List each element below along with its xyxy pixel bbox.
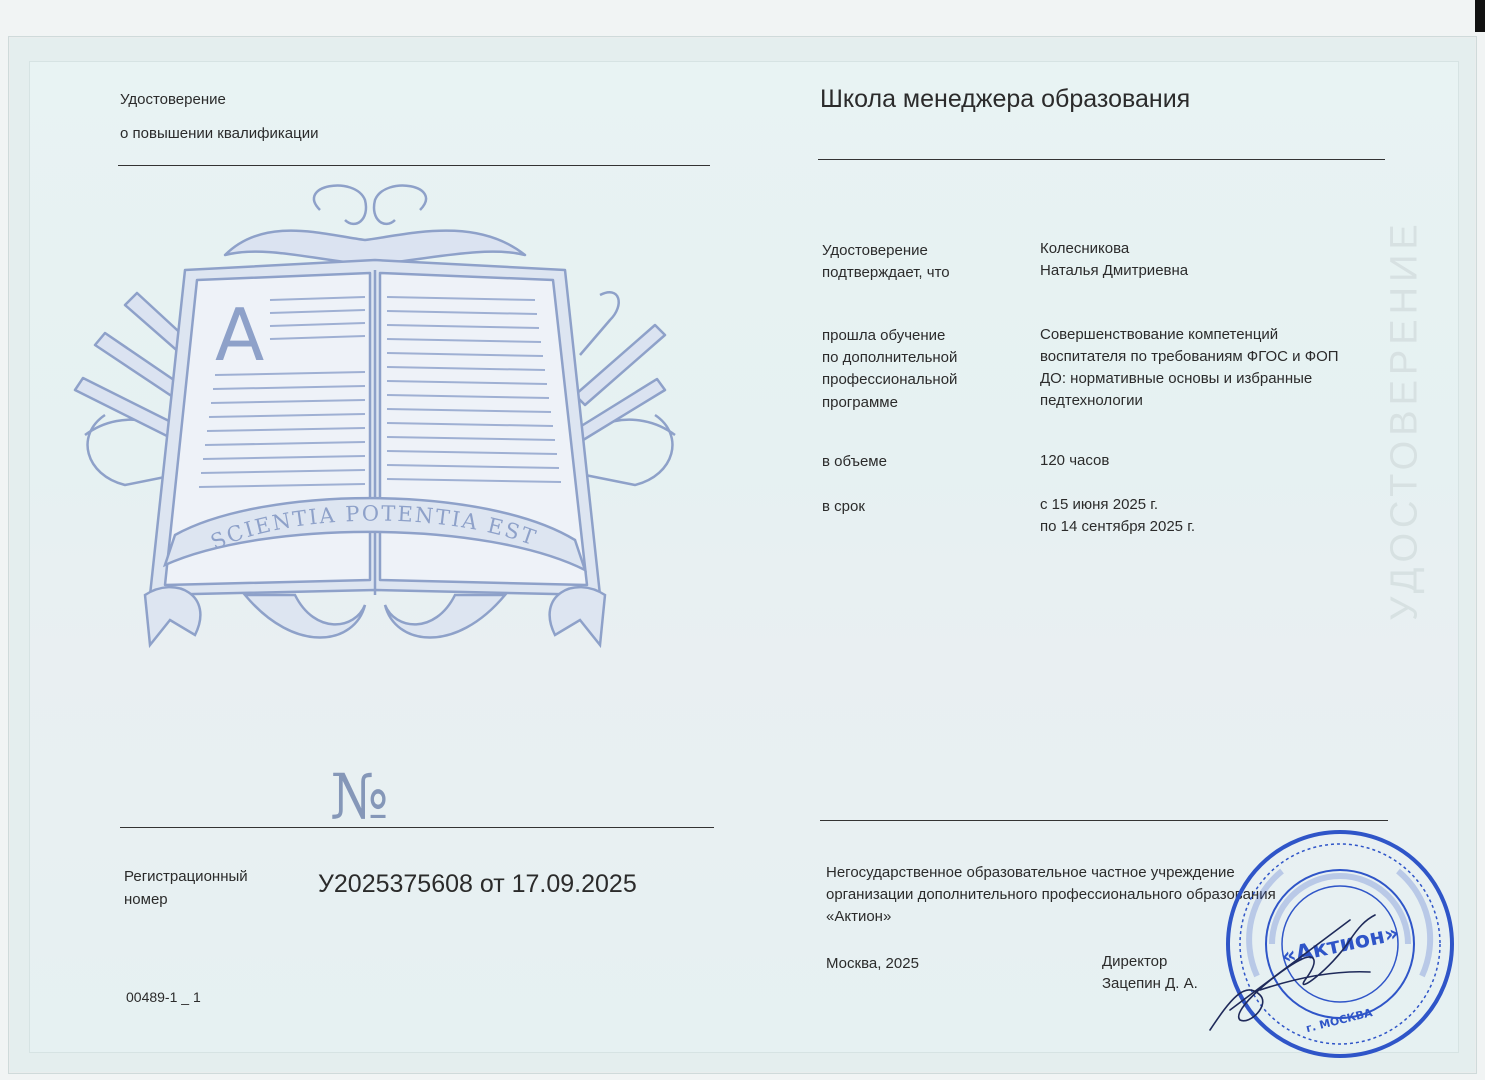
form-code: 00489-1 _ 1	[126, 989, 201, 1005]
director-signature	[1200, 900, 1390, 1040]
right-bottom-rule	[820, 820, 1388, 821]
emblem-motto: SCIENTIA POTENTIA EST	[207, 501, 541, 555]
emblem-letter: A	[215, 293, 265, 377]
program-line4: педтехнологии	[1040, 392, 1143, 409]
side-word: УДОСТОВЕРЕНИЕ	[1383, 219, 1426, 621]
term-from: с 15 июня 2025 г.	[1040, 496, 1159, 513]
term-to: по 14 сентября 2025 г.	[1040, 518, 1196, 535]
reg-label-line2: номер	[124, 891, 168, 908]
holder-surname: Колесникова	[1040, 240, 1130, 257]
org-line2: организации дополнительного профессионального образования	[826, 886, 1276, 903]
side-word-watermark	[1380, 190, 1430, 650]
registration-number: У2025375608 от 17.09.2025	[318, 870, 637, 898]
left-heading-line1: Удостоверение	[120, 91, 226, 108]
director-name: Зацепин Д. А.	[1102, 975, 1198, 992]
volume-label: в объеме	[822, 453, 887, 470]
director-title: Директор	[1102, 953, 1168, 970]
program-label-line2: по дополнительной	[822, 349, 958, 366]
left-top-rule	[118, 165, 710, 166]
program-line2: воспитателя по требованиям ФГОС и ФОП	[1040, 348, 1339, 365]
org-line1: Негосударственное образовательное частное учреждение	[826, 864, 1235, 881]
cert-label-line2: подтверждает, что	[822, 264, 950, 281]
term-label: в срок	[822, 498, 865, 515]
cert-label-line1: Удостоверение	[822, 242, 928, 259]
program-line1: Совершенствование компетенций	[1040, 326, 1279, 343]
program-label-line4: программе	[822, 394, 898, 411]
program-label-line1: прошла обучение	[822, 327, 946, 344]
right-top-rule	[818, 159, 1385, 160]
program-label-line3: профессиональной	[822, 371, 958, 388]
stamp-city-text: г. МОСКВА	[1304, 1006, 1374, 1036]
book-emblem	[65, 175, 695, 665]
school-title: Школа менеджера образования	[820, 85, 1191, 113]
holder-given-names: Наталья Дмитриевна	[1040, 262, 1189, 279]
left-heading-line2: о повышении квалификации	[120, 125, 319, 142]
city-year: Москва, 2025	[826, 955, 919, 972]
left-bottom-rule	[120, 827, 714, 828]
reg-label-line1: Регистрационный	[124, 868, 248, 885]
scan-edge	[1475, 0, 1485, 32]
number-sign: №	[330, 760, 389, 833]
stamp-center-text: «Актион»	[1279, 920, 1402, 971]
org-line3: «Актион»	[826, 908, 892, 925]
volume-value: 120 часов	[1040, 452, 1110, 469]
program-line3: ДО: нормативные основы и избранные	[1040, 370, 1313, 387]
